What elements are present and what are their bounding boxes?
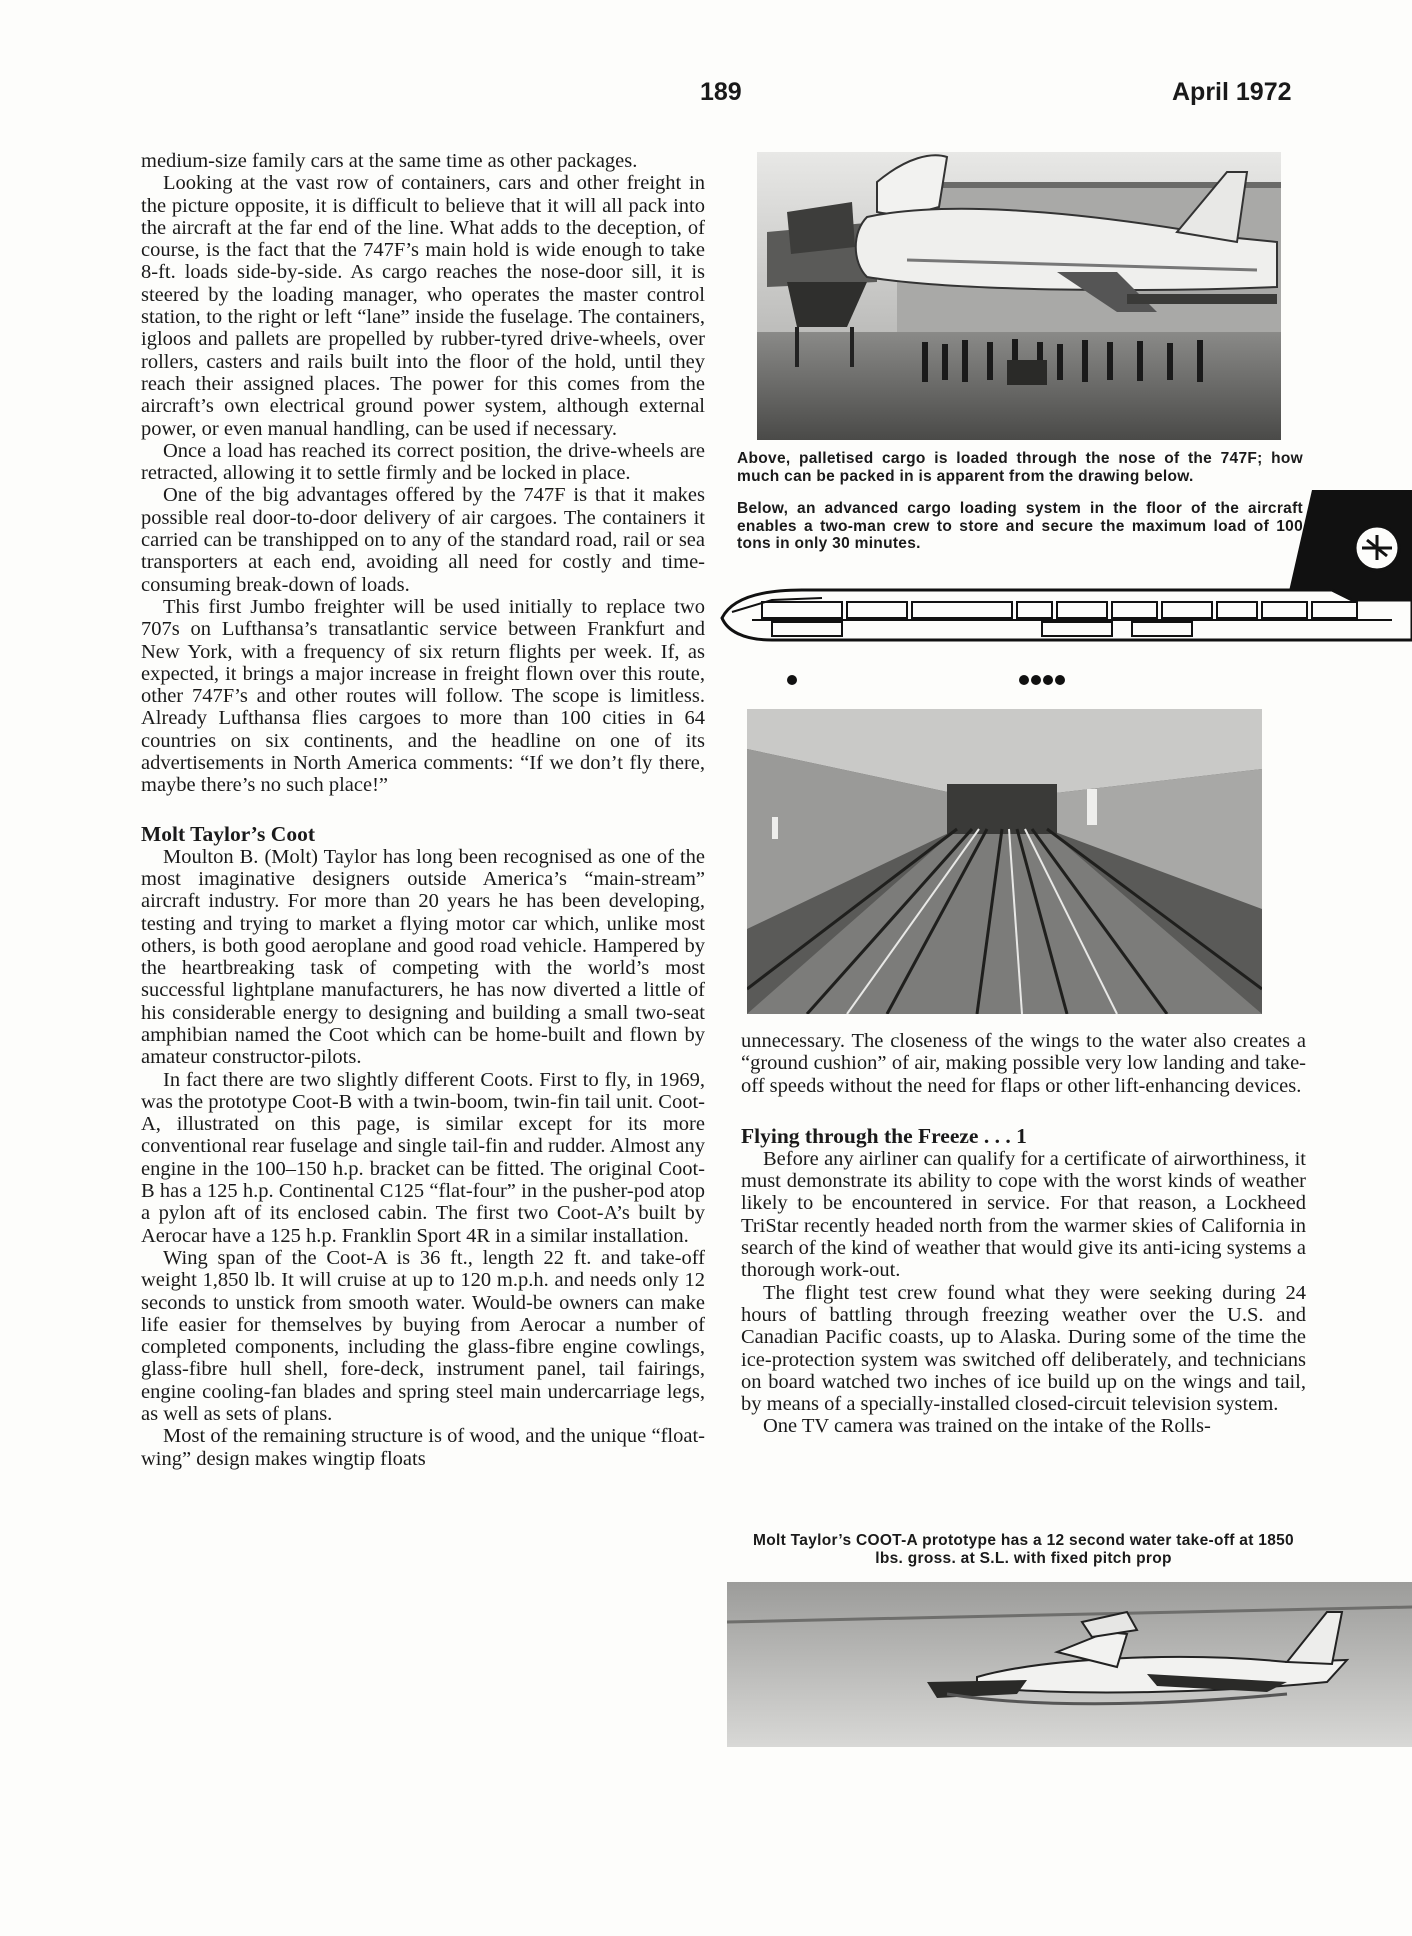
issue-date: April 1972 (1172, 78, 1292, 106)
paragraph: unnecessary. The closeness of the wings to the water also creates a “ground cushion” of air, making possible very low landing and take-off speeds without the need for flaps or other lift-enhancing devices. (741, 1030, 1306, 1097)
paragraph: Most of the remaining structure is of wood, and the unique “float-wing” design makes wingtip floats (141, 1425, 705, 1470)
caption-bottom-text: Below, an advanced cargo loading system in the floor of the aircraft enables a two-man crew to store and secure the maximum load of 100 tons in only 30 minutes. (737, 500, 1303, 552)
paragraph: Moulton B. (Molt) Taylor has long been recognised as one of the most imaginative designers outside America’s “main-stream” aircraft industry. For more than 20 years he has been developing, testing and trying to market a flying motor car which, unlike most others, is both good aeroplane and good road vehicle. Hampered by the heartbreaking task of competing with the world’s most successful lightplane manufacturers, he has now diverted a little of his considerable energy to designing and building a small two-seat amphibian named the Coot which can be home-built and flown by amateur constructor-pilots. (141, 845, 705, 1069)
paragraph: Once a load has reached its correct position, the drive-wheels are retracted, allowing it to settle firmly and be locked in place. (141, 439, 705, 485)
caption-top-text: Above, palletised cargo is loaded through the nose of the 747F; how much can be packed in is apparent from the drawing below. (737, 450, 1303, 485)
paragraph: This first Jumbo freighter will be used initially to replace two 707s on Lufthansa’s transatlantic service between Frankfurt and New York, with a frequency of six return flights per week. If, as expected, it brings a major increase in freight flown over this route, other 747F’s and other routes will follow. The scope is limitless. Already Lufthansa flies cargoes to more than 100 cities in 64 countries on six continents, and the headline on one of its advertisements in North America comments: “If we don’t fly there, maybe there’s no such place!” (141, 595, 705, 797)
right-column (741, 1030, 1306, 1438)
paragraph: In fact there are two slightly different Coots. First to fly, in 1969, was the prototype Coot-B with a twin-boom, twin-fin tail unit. Coot-A, illustrated on this page, is similar except for its more conventional rear fuselage and single tail-fin and rudder. Almost any engine in the 100–150 h.p. bracket can be fitted. The original Coot-B has a 125 h.p. Continental C125 “flat-four” in the pusher-pod atop a pylon aft of its enclosed cabin. The first two Coot-A’s built by Aerocar have a 125 h.p. Franklin Sport 4R in a similar installation. (141, 1068, 705, 1247)
jumbo-freighter-illustration (757, 152, 1281, 440)
coot-caption: Molt Taylor’s COOT-A prototype has a 12 second water take-off at 1850 lbs. gross. at S.L. with fixed pitch prop (753, 1532, 1294, 1567)
coot-amphibian-illustration (727, 1582, 1412, 1747)
paragraph: Wing span of the Coot-A is 36 ft., length 22 ft. and take-off weight 1,850 lb. It will cruise at up to 120 m.p.h. and needs only 12 seconds to unstick from smooth water. Would-be owners can make life easier for themselves by buying from Aerocar a number of completed components, including the glass-fibre engine cowlings, glass-fibre hull shell, fore-deck, instrument panel, tail fairings, engine cooling-fan blades and spring steel main undercarriage legs, as well as sets of plans. (141, 1246, 705, 1426)
cargo-hold-floor-illustration (747, 709, 1262, 1014)
section-heading-freeze: Flying through the Freeze . . . 1 (741, 1123, 1027, 1148)
paragraph: Looking at the vast row of containers, cars and other freight in the picture opposite, it is difficult to believe that it will all pack into the aircraft at the far end of the line. What adds to the deception, of course, is the fact that the 747F’s main hold is wide enough to take 8-ft. loads side-by-side. As cargo reaches the nose-door sill, it is steered by the loading manager, who operates the master control station, to the right or left “lane” inside the fuselage. The containers, igloos and pallets are propelled by rubber-tyred drive-wheels, over rollers, casters and rails built into the floor of the hold, until they reach their assigned places. The power for this comes from the aircraft’s own electrical ground power system, although external power, or even manual handling, can be used if necessary. (141, 172, 705, 440)
page-number: 189 (700, 78, 742, 106)
aircraft-cutaway-icon (712, 490, 1412, 690)
paragraph: Before any airliner can qualify for a certificate of airworthiness, it must demonstrate its ability to cope with the worst kinds of weather likely to be encountered in service. For that reason, a Lockheed TriStar recently headed north from the warmer skies of California in search of the kind of weather that would give its anti-icing systems a thorough work-out. (741, 1147, 1306, 1282)
left-column (141, 150, 705, 1470)
cargo-hold-interior-photo (747, 709, 1262, 1014)
coot-amphibian-photo (727, 1582, 1412, 1747)
paragraph: medium-size family cars at the same time as other packages. (141, 150, 638, 172)
section-heading-coot: Molt Taylor’s Coot (141, 821, 315, 846)
paragraph: One of the big advantages offered by the 747F is that it makes possible real door-to-door delivery of air cargoes. The containers it carried can be transhipped on to any of the standard road, rail or sea transporters at each end, avoiding all need for costly and time-consuming break-down of loads. (141, 484, 705, 596)
cargo-hold-cutaway-drawing (712, 490, 1412, 690)
paragraph: The flight test crew found what they were seeking during 24 hours of battling through freezing weather over the U.S. and Canadian Pacific coasts, up to Alaska. During some of the time the ice-protection system was switched off deliberately, and technicians on board watched two inches of ice build up on the wings and tail, by means of a specially-installed closed-circuit television system. (741, 1281, 1306, 1416)
cargo-loading-photo (757, 152, 1281, 440)
paragraph: One TV camera was trained on the intake of the Rolls- (763, 1415, 1211, 1438)
caption-top (737, 450, 1303, 485)
